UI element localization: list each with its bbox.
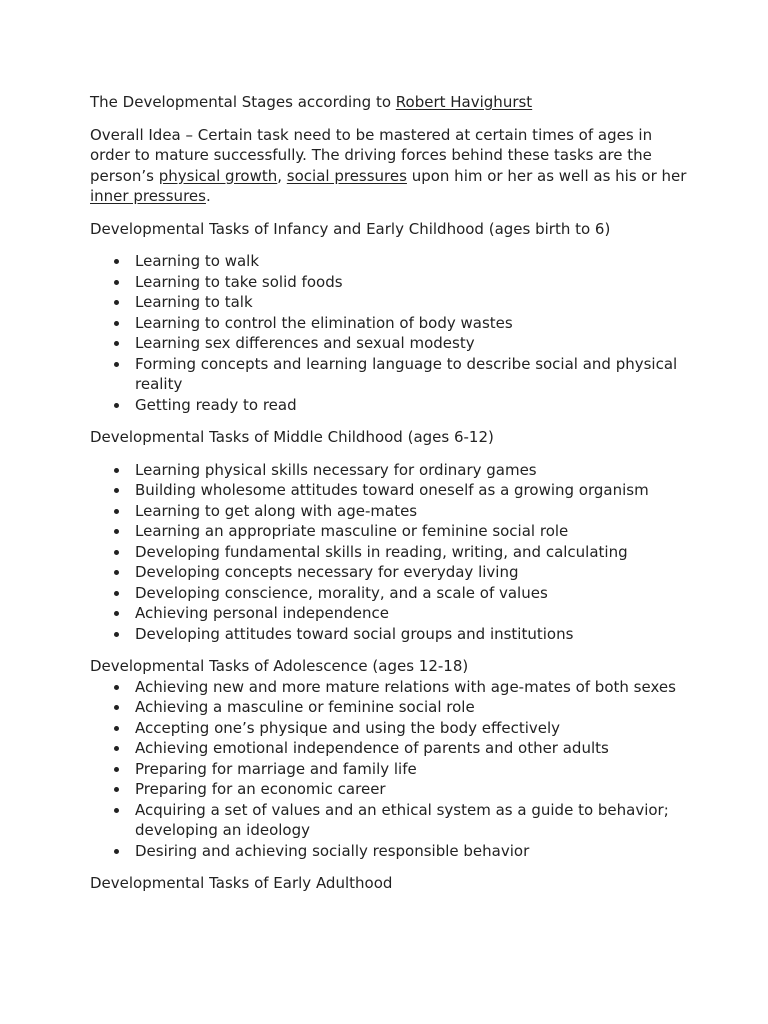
overall-text-4: . bbox=[205, 187, 211, 205]
overall-idea-paragraph bbox=[90, 125, 690, 207]
task-list-adolescence bbox=[90, 677, 690, 862]
section-heading-early-adulthood: Developmental Tasks of Early Adulthood bbox=[90, 874, 393, 892]
overall-text-3: upon him or her as well as his or her bbox=[406, 166, 687, 185]
task-list-infancy bbox=[90, 251, 690, 415]
list-item: Building wholesome attitudes toward oneself as a growing organism bbox=[135, 480, 690, 501]
list-item: Preparing for an economic career bbox=[135, 779, 690, 800]
task-list-middle-childhood bbox=[90, 460, 690, 645]
document-page bbox=[90, 92, 690, 906]
list-item: Achieving emotional independence of parents and other adults bbox=[135, 738, 690, 759]
list-item: Developing conscience, morality, and a scale of values bbox=[135, 583, 690, 604]
list-item: Learning to walk bbox=[135, 251, 690, 272]
physical-growth-term: physical growth bbox=[158, 166, 278, 185]
list-item: Preparing for marriage and family life bbox=[135, 759, 690, 780]
list-item: Getting ready to read bbox=[135, 395, 690, 416]
author-name: Robert Havighurst bbox=[395, 93, 533, 111]
overall-text-1: Overall Idea – Certain task need to be mastered at certain times of ages in order to mature successfully. The driving forces behind these tasks are the person’s bbox=[90, 125, 653, 185]
overall-text-2: , bbox=[277, 166, 287, 185]
list-item: Learning to get along with age-mates bbox=[135, 501, 690, 522]
section-heading-middle-childhood: Developmental Tasks of Middle Childhood (ages 6-12) bbox=[90, 428, 494, 446]
list-item: Achieving personal independence bbox=[135, 603, 690, 624]
list-item: Developing fundamental skills in reading, writing, and calculating bbox=[135, 542, 690, 563]
list-item: Accepting one’s physique and using the body effectively bbox=[135, 718, 690, 739]
list-item: Learning to take solid foods bbox=[135, 272, 690, 293]
section-heading-infancy: Developmental Tasks of Infancy and Early Childhood (ages birth to 6) bbox=[90, 219, 611, 238]
list-item: Learning to talk bbox=[135, 292, 690, 313]
document-title bbox=[90, 92, 690, 113]
list-item: Developing concepts necessary for everyday living bbox=[135, 562, 690, 583]
list-item: Learning an appropriate masculine or feminine social role bbox=[135, 521, 690, 542]
inner-pressures-term: inner pressures bbox=[90, 187, 206, 205]
list-item: Desiring and achieving socially responsible behavior bbox=[135, 841, 690, 862]
list-item: Developing attitudes toward social groups and institutions bbox=[135, 624, 690, 645]
list-item: Acquiring a set of values and an ethical system as a guide to behavior; developing an ideology bbox=[135, 800, 690, 841]
list-item: Learning to control the elimination of body wastes bbox=[135, 313, 690, 334]
section-heading-adolescence: Developmental Tasks of Adolescence (ages 12-18) bbox=[90, 657, 469, 675]
social-pressures-term: social pressures bbox=[286, 166, 407, 185]
title-prefix: The Developmental Stages according to bbox=[90, 93, 396, 111]
list-item: Achieving new and more mature relations with age-mates of both sexes bbox=[135, 677, 690, 698]
list-item: Forming concepts and learning language to describe social and physical reality bbox=[135, 354, 690, 395]
list-item: Learning physical skills necessary for ordinary games bbox=[135, 460, 690, 481]
list-item: Learning sex differences and sexual modesty bbox=[135, 333, 690, 354]
list-item: Achieving a masculine or feminine social role bbox=[135, 697, 690, 718]
